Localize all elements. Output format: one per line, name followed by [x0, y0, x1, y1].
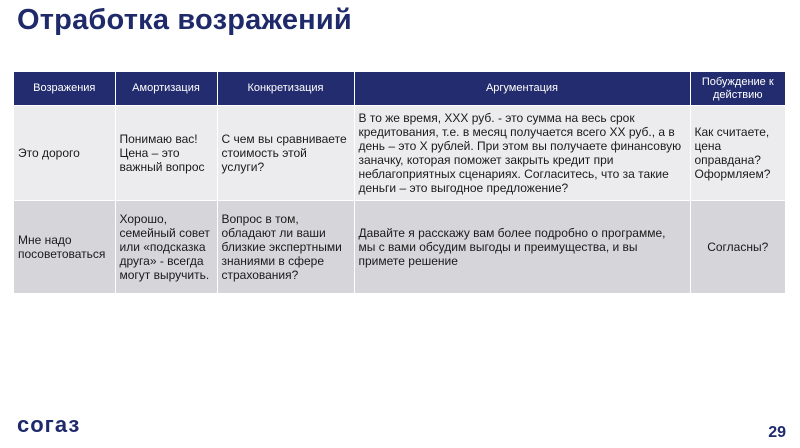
- cell-argumentation: Давайте я расскажу вам более подробно о программе, мы с вами обсудим выгоды и преимущества, и вы примете решение: [354, 201, 690, 294]
- header-objection: Возражения: [14, 72, 115, 106]
- sogaz-logo: согаз: [17, 412, 81, 437]
- header-amortization: Амортизация: [115, 72, 217, 106]
- cell-concretization: Вопрос в том, обладают ли ваши близкие экспертными знаниями в сфере страхования?: [217, 201, 354, 294]
- cell-objection: Мне надо посоветоваться: [14, 201, 115, 294]
- table-row: [14, 201, 785, 294]
- objection-handling-table: [14, 72, 785, 293]
- cell-concretization: С чем вы сравниваете стоимость этой услуги?: [217, 106, 354, 201]
- table-row: [14, 106, 785, 201]
- cell-call-to-action: Как считаете, цена оправдана? Оформляем?: [690, 106, 785, 201]
- cell-amortization: Понимаю вас! Цена – это важный вопрос: [115, 106, 217, 201]
- cell-amortization: Хорошо, семейный совет или «подсказка друга» - всегда могут выручить.: [115, 201, 217, 294]
- table-header-row: [14, 72, 785, 106]
- cell-objection: Это дорого: [14, 106, 115, 201]
- page-number: 29: [768, 424, 786, 441]
- slide-title: Отработка возражений: [17, 4, 352, 36]
- cell-call-to-action: Согласны?: [690, 201, 785, 294]
- header-concretization: Конкретизация: [217, 72, 354, 106]
- header-call-to-action: Побуждение к действию: [690, 72, 785, 106]
- header-argumentation: Аргументация: [354, 72, 690, 106]
- cell-argumentation: В то же время, ХХХ руб. - это сумма на весь срок кредитования, т.е. в месяц получается всего ХХ руб., а в день – это Х рублей. При этом вы получаете финансовую заначку, которая поможет закрыть кредит при неблагоприятных сценариях. Согласитесь, что за такие деньги – это выгодное предложение?: [354, 106, 690, 201]
